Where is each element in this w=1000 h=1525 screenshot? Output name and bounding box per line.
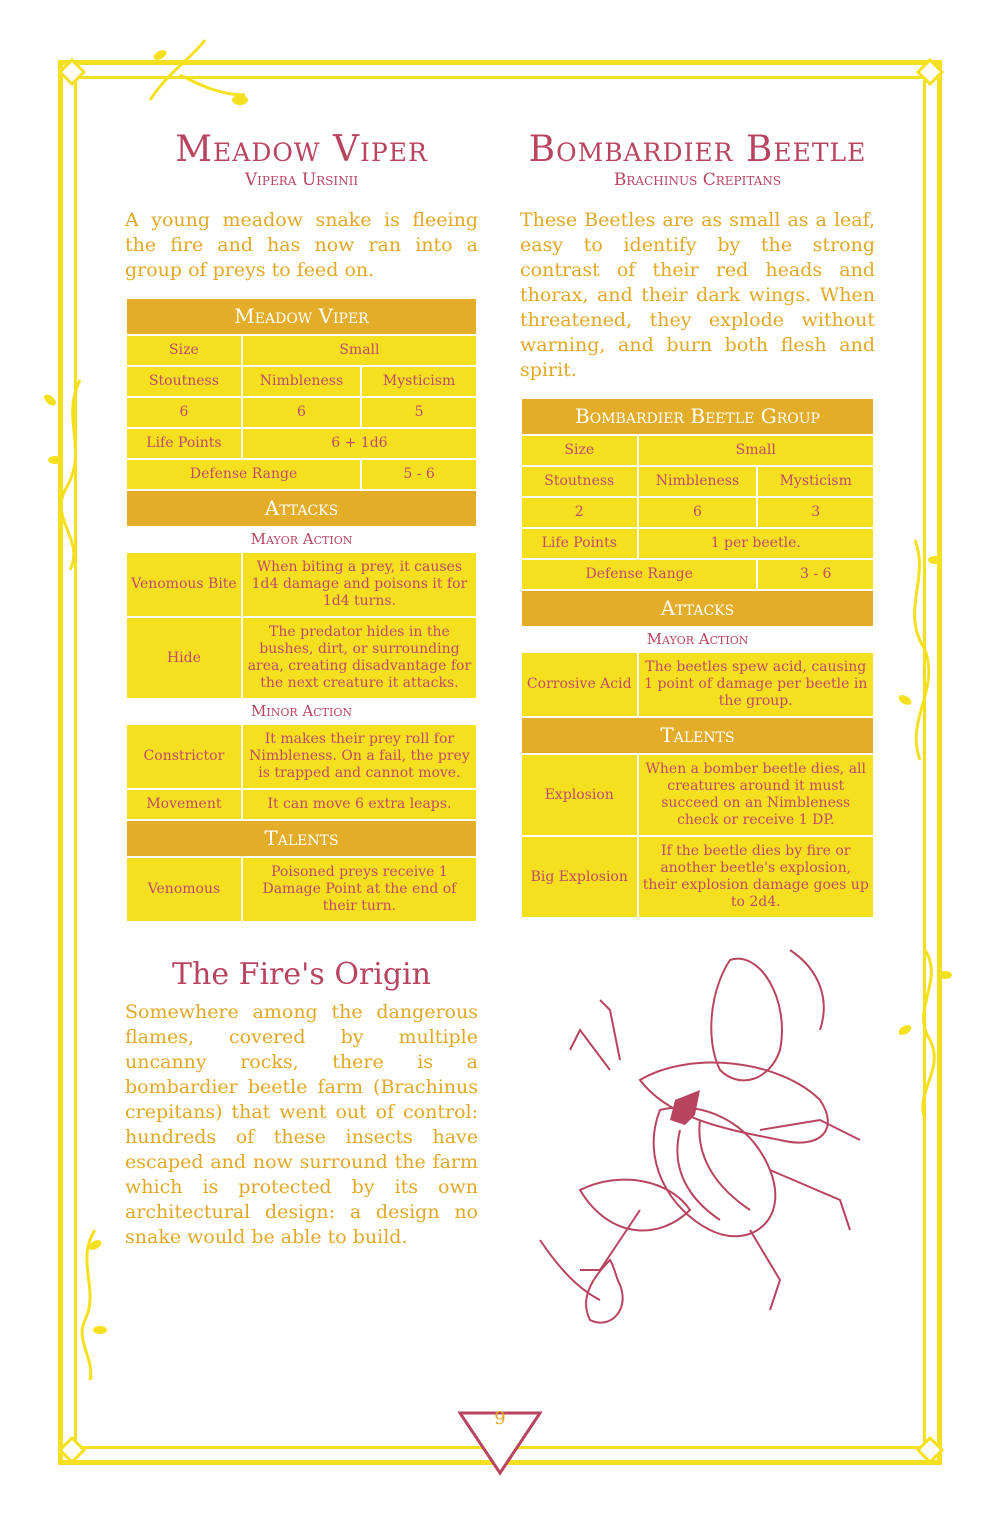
viper-description: A young meadow snake is fleeing the fire and has now ran into a group of preys to feed on. [125,209,478,281]
origin-title: The Fire's Origin [172,957,431,992]
nimbleness-label: Nimbleness [639,467,757,496]
size-label: Size [522,436,637,465]
defense-range-value: 3 - 6 [758,560,873,589]
hide-desc: The predator hides in the bushes, dirt, or surrounding area, creating disadvantage for the next creature it attacks. [243,618,476,698]
viper-stat-table [125,297,478,923]
life-points-label: Life Points [127,429,241,458]
mayor-action-label: Mayor Action [127,528,476,551]
nimbleness-value: 6 [639,498,757,527]
page-number: 9 [494,1408,506,1429]
big-explosion-desc: If the beetle dies by fire or another beetle's explosion, their explosion damage goes up to 2d4. [639,837,874,917]
nimbleness-label: Nimbleness [243,367,360,396]
big-explosion-name: Big Explosion [522,837,637,917]
beetle-illustration [520,940,880,1340]
beetle-scientific-name: Brachinus Crepitans [613,170,782,190]
attacks-header: Attacks [127,491,476,526]
movement-desc: It can move 6 extra leaps. [243,790,476,819]
origin-text: Somewhere among the dangerous flames, covered by multiple uncanny rocks, there is a bombardier beetle farm (Brachinus crepitans) that went out of control: hundreds of these insects have escaped and now surround the farm which is protected by its own architectural design: a design no snake would be able to build. [125,1001,478,1248]
life-points-value: 1 per beetle. [639,529,874,558]
beetle-stat-table [520,397,875,919]
beetle-description: These Beetles are as small as a leaf, easy to identify by the strong contrast of their red heads and thorax, and their dark wings. When threatened, they explode without warning, and burn both flesh and spirit. [520,209,875,381]
explosion-desc: When a bomber beetle dies, all creatures around it must succeed on an Nimbleness check or receive 1 DP. [639,755,874,835]
talents-header: Talents [522,718,873,753]
viper-table-title: Meadow Viper [127,299,476,334]
mysticism-label: Mysticism [362,367,476,396]
stoutness-value: 2 [522,498,637,527]
mysticism-value: 3 [758,498,873,527]
life-points-value: 6 + 1d6 [243,429,476,458]
beetle-table-title: Bombardier Beetle Group [522,399,873,434]
venomous-name: Venomous [127,858,241,921]
viper-title: Meadow Viper [175,129,428,170]
corrosive-acid-name: Corrosive Acid [522,653,637,716]
mysticism-value: 5 [362,398,476,427]
stoutness-label: Stoutness [522,467,637,496]
corrosive-acid-desc: The beetles spew acid, causing 1 point of damage per beetle in the group. [639,653,874,716]
minor-action-label: Minor Action [127,700,476,723]
viper-scientific-name: Vipera Ursinii [244,170,359,190]
explosion-name: Explosion [522,755,637,835]
attacks-header: Attacks [522,591,873,626]
nimbleness-value: 6 [243,398,360,427]
size-value: Small [243,336,476,365]
defense-range-value: 5 - 6 [362,460,476,489]
size-value: Small [639,436,874,465]
venomous-desc: Poisoned preys receive 1 Damage Point at the end of their turn. [243,858,476,921]
defense-range-label: Defense Range [522,560,756,589]
constrictor-name: Constrictor [127,725,241,788]
constrictor-desc: It makes their prey roll for Nimbleness. On a fail, the prey is trapped and cannot move. [243,725,476,788]
stoutness-value: 6 [127,398,241,427]
defense-range-label: Defense Range [127,460,360,489]
life-points-label: Life Points [522,529,637,558]
stoutness-label: Stoutness [127,367,241,396]
beetle-title: Bombardier Beetle [528,129,867,170]
venomous-bite-desc: When biting a prey, it causes 1d4 damage and poisons it for 1d4 turns. [243,553,476,616]
mayor-action-label: Mayor Action [522,628,873,651]
right-column [520,130,875,919]
movement-name: Movement [127,790,241,819]
size-label: Size [127,336,241,365]
venomous-bite-name: Venomous Bite [127,553,241,616]
talents-header: Talents [127,821,476,856]
mysticism-label: Mysticism [758,467,873,496]
left-column [125,130,478,1250]
hide-name: Hide [127,618,241,698]
